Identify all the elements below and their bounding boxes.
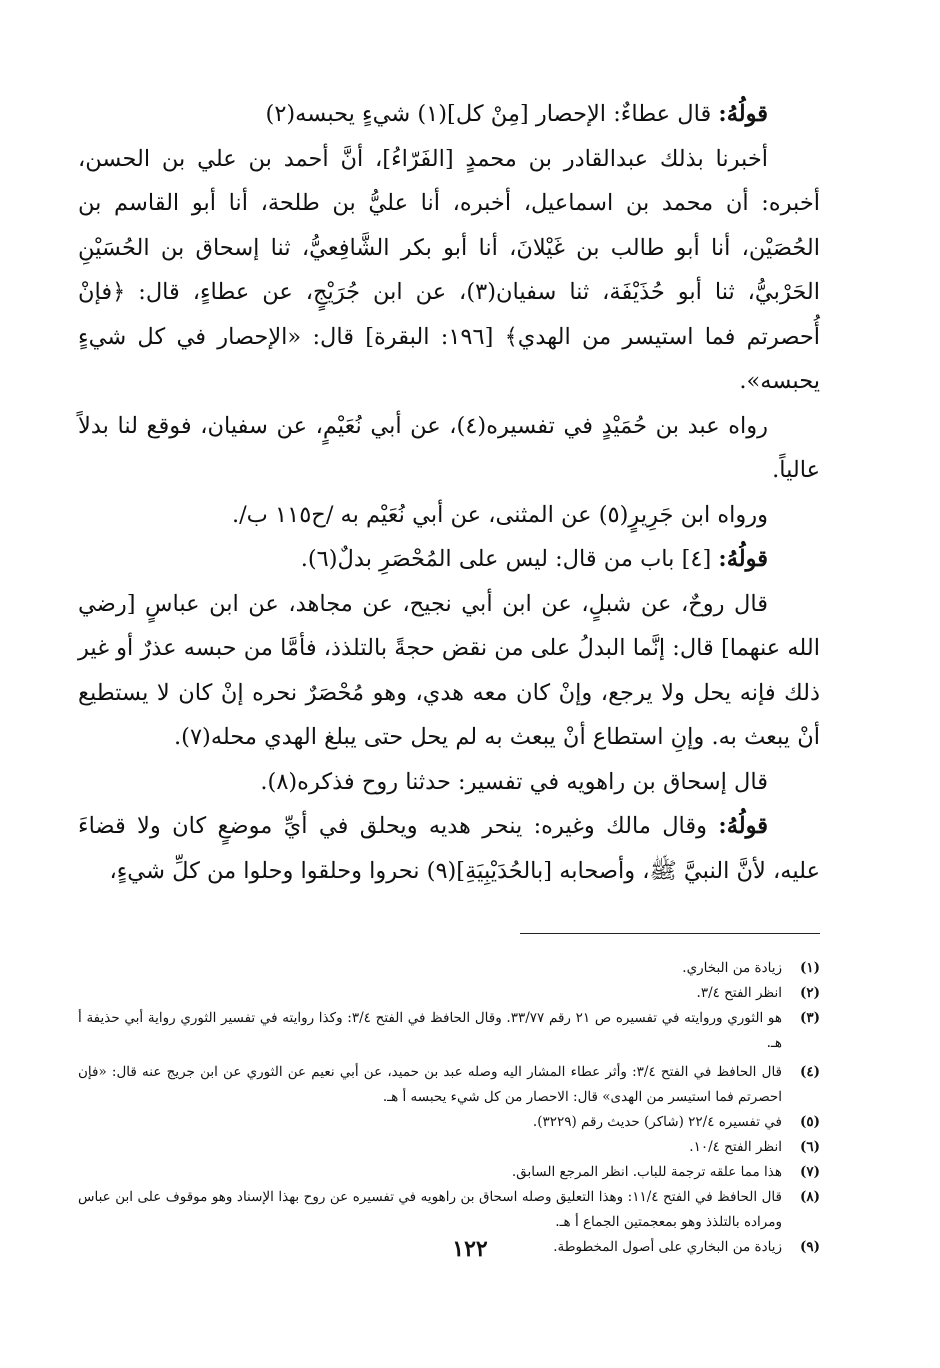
footnote-number: (٢): [799, 985, 820, 1001]
paragraph-8: [78, 804, 820, 893]
footnote-text: زيادة من البخاري على أصول المخطوطة.: [553, 1239, 782, 1255]
paragraph-text: [٤] باب من قال: ليس على المُحْصَرِ بدلٌ(٦).: [300, 546, 712, 572]
footnote-3: [78, 1006, 820, 1056]
footnote-number: (٤): [799, 1064, 820, 1080]
footnote-2: [78, 981, 820, 1006]
paragraph-text: أخبرنا بذلك عبدالقادر بن محمدٍ [الفَرّاءُ]، أنَّ أحمد بن علي بن الحسن، أخبره: أن محمد بن اسماعيل، أخبره، أنا عليُّ بن طلحة، أنا أبو القاسم بن الحُصَيْن، أنا أبو طالب بن غَيْلانَ، أنا أبو بكر الشَّافِعيُّ، ثنا إسحاق بن الحُسَيْنِ الحَرْبيُّ، ثنا أبو حُذَيْفَة، ثنا سفيان(٣)، عن ابن جُرَيْجٍ، عن عطاءٍ، قال: ﴿فإنْ أُحصرتم فما استيسر من الهدي﴾ [١٩٦: البقرة] قال: «الإحصار في كل شيءٍ يحبسه».: [78, 145, 820, 394]
paragraph-text: قال إسحاق بن راهويه في تفسير: حدثنا روح فذكره(٨).: [260, 768, 768, 795]
footnote-text: هذا مما علقه ترجمة للباب. انظر المرجع السابق.: [511, 1164, 782, 1180]
paragraph-text: وقال مالك وغيره: ينحر هديه ويحلق في أيِّ موضعٍ كان ولا قضاءَ عليه، لأنَّ النبيَّ ﷺ، وأصحابه [بالحُدَيْبِيَةِ](٩) نحروا وحلقوا وحلوا من كلِّ شيءٍ،: [78, 813, 820, 884]
footnote-number: (١): [799, 960, 820, 976]
footnote-text: انظر الفتح ١٠/٤.: [689, 1139, 782, 1155]
page-number: ١٢٢: [452, 1236, 488, 1262]
footnote-separator: [520, 933, 820, 934]
lead-word: قولُهُ:: [718, 101, 768, 127]
footnote-7: [78, 1160, 820, 1185]
footnotes: [78, 956, 820, 1260]
paragraph-7: [78, 760, 820, 805]
footnote-5: [78, 1110, 820, 1135]
footnote-number: (٣): [799, 1010, 820, 1026]
paragraph-text: رواه عبد بن حُمَيْدٍ في تفسيره(٤)، عن أبي نُعَيْمٍ، عن سفيان، فوقع لنا بدلاً عالياً.: [78, 412, 820, 483]
footnote-number: (٥): [799, 1114, 820, 1130]
footnote-text: في تفسيره ٢٢/٤ (شاكر) حديث رقم (٣٢٢٩).: [532, 1114, 782, 1130]
footnote-6: [78, 1135, 820, 1160]
paragraph-4: [78, 493, 820, 538]
paragraph-text: قال روحٌ، عن شبلٍ، عن ابن أبي نجيح، عن مجاهد، عن ابن عباسٍ [رضي الله عنهما] قال: إنَّما البدلُ على من نقض حجةً بالتلذذ، فأمَّا من حبسه عذرٌ أو غير ذلك فإنه يحل ولا يرجع، وإنْ كان معه هدي، وهو مُحْصَرٌ نحره إنْ كان لا يستطيع أنْ يبعث به. وإنِ استطاع أنْ يبعث به لم يحل حتى يبلغ الهدي محله(٧).: [78, 590, 820, 750]
paragraph-text: ورواه ابن جَرِيرٍ(٥) عن المثنى، عن أبي نُعَيْم به /ح١١٥ ب/.: [231, 501, 768, 528]
paragraph-6: [78, 582, 820, 760]
footnote-4: [78, 1060, 820, 1110]
footnote-number: (٧): [799, 1164, 820, 1180]
footnote-1: [78, 956, 820, 981]
footnote-number: (٦): [799, 1139, 820, 1155]
footnote-8: [78, 1185, 820, 1235]
paragraph-5: [78, 537, 820, 582]
footnote-text: هو الثوري وروايته في تفسيره ص ٢١ رقم ٣٣/٧٧. وقال الحافظ في الفتح ٣/٤: وكذا روايته في تفسير الثوري رواية أبي حذيفة أ هـ.: [78, 1010, 783, 1051]
footnote-number: (٩): [799, 1239, 820, 1255]
paragraph-1: [78, 92, 820, 137]
footnote-text: انظر الفتح ٣/٤.: [696, 985, 782, 1001]
lead-word: قولُهُ:: [718, 546, 768, 572]
paragraph-2: [78, 137, 820, 404]
paragraph-3: [78, 404, 820, 493]
paragraph-text: قال عطاءٌ: الإحصار [مِنْ كل](١) شيءٍ يحبسه(٢): [265, 101, 712, 127]
lead-word: قولُهُ:: [718, 813, 769, 839]
footnote-text: قال الحافظ في الفتح ١١/٤: وهذا التعليق وصله اسحاق بن راهويه في تفسيره عن روح بهذا الإسناد وهو موقوف على ابن عباس ومراده بالتلذذ وهو بمعجمتين الجماع أ هـ.: [78, 1189, 782, 1230]
page-content: [78, 92, 820, 1260]
footnote-text: قال الحافظ في الفتح ٣/٤: وأثر عطاء المشار اليه وصله عبد بن حميد، عن أبي نعيم عن الثوري عن ابن جريج عنه قال: «فإن احصرتم فما استيسر من الهدى» قال: الاحصار من كل شيء يحبسه أ هـ.: [78, 1064, 783, 1105]
main-text: [78, 92, 820, 893]
footnote-number: (٨): [799, 1189, 820, 1205]
footnote-text: زيادة من البخاري.: [682, 960, 782, 976]
footnote-separator-wrap: [78, 911, 820, 946]
